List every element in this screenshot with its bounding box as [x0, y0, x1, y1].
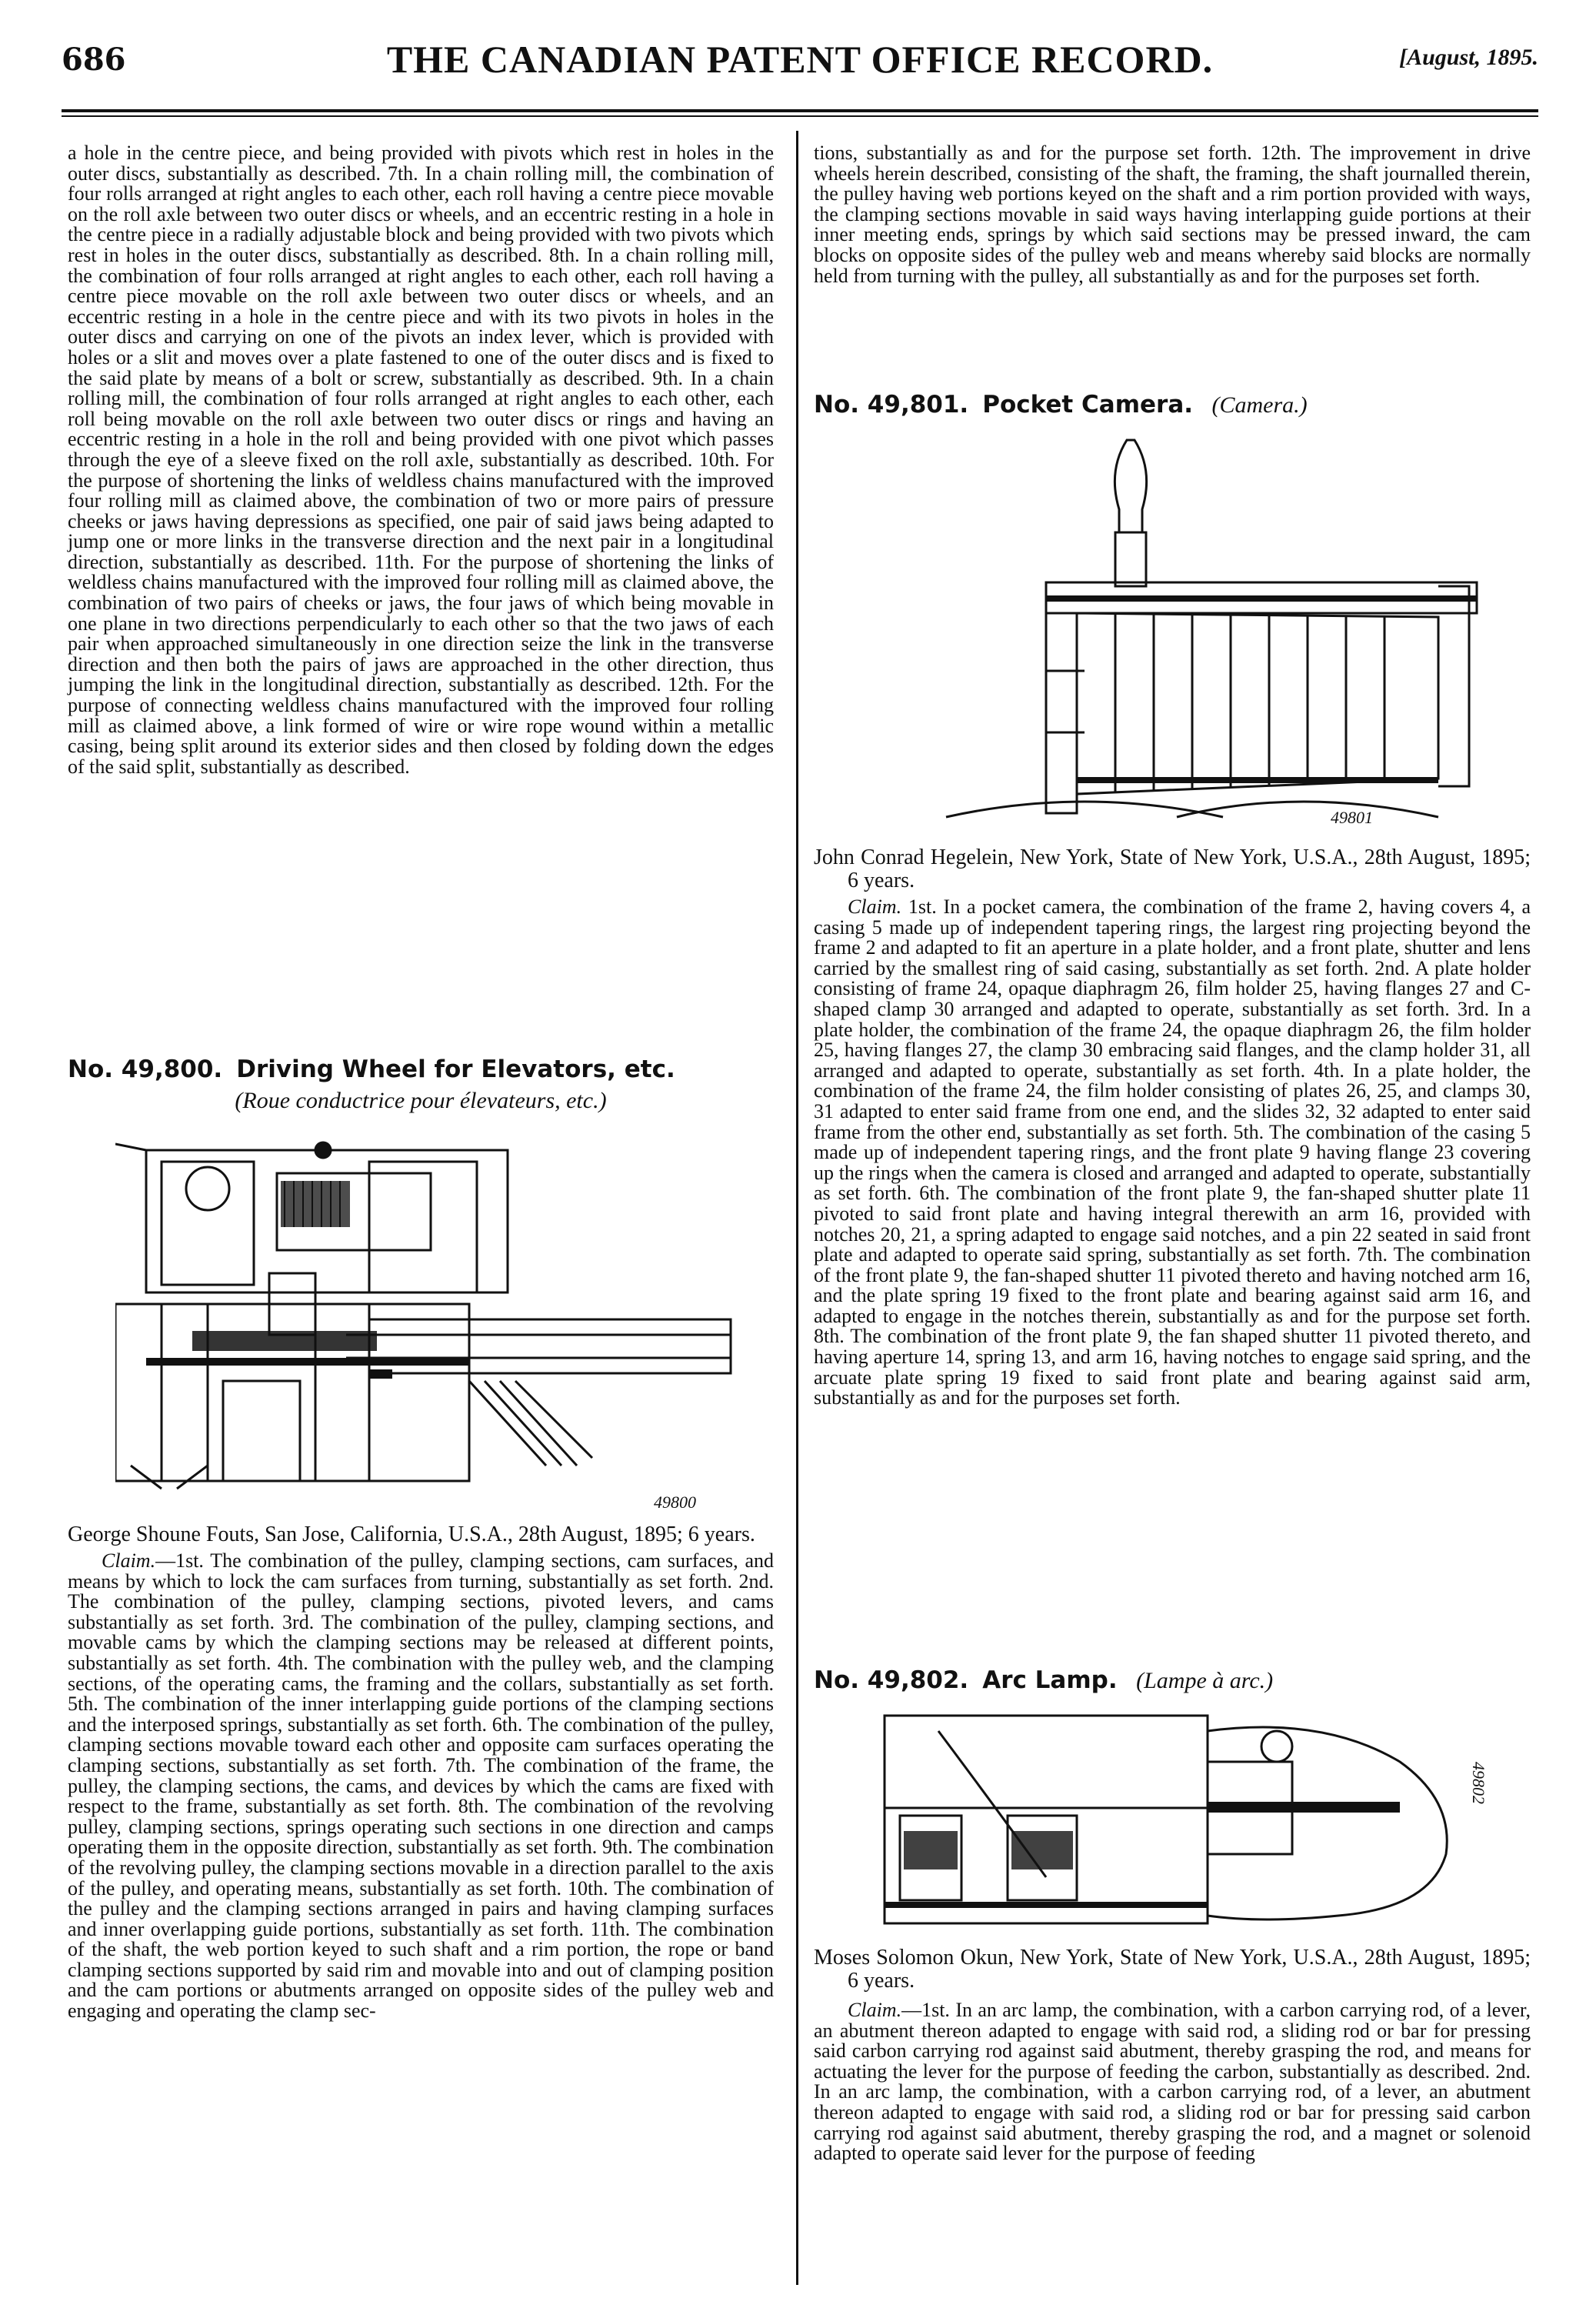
- inventor-line: John Conrad Hegelein, New York, State of New York, U.S.A., 28th August, 1895; 6 years.: [814, 845, 1531, 892]
- arc-lamp-drawing: [861, 1700, 1492, 1939]
- claim-label: Claim.: [848, 896, 902, 918]
- header-rule: [62, 109, 1538, 112]
- figure-arc-lamp: [861, 1700, 1492, 1939]
- claim-text: [68, 1551, 774, 2022]
- patent-49801-body: [814, 846, 1531, 1654]
- claim-body: 1st. In a pocket camera, the combination of the frame 2, having covers 4, a casing 5 made up of independent tapering rings, the largest ring projecting beyond the frame 2 and adapted to fit an aperture in a plate holder, and a front plate, shutter and lens carried by the smallest ring of said casing, substantially as set forth. 2nd. A plate holder consisting of frame 24, opaque diaphragm 26, film holder 25, having flanges 27 and C-shaped clamp 30 arranged and adapted to operate, substantially as set forth. 3rd. In a plate holder, the combination of the frame 24, the opaque diaphragm 26, the film holder 25, having flanges 27, the clamp 30 embracing said flanges, and the clamp holder 31, all arranged and adapted to operate, substantially as set forth. 4th. In a plate holder, the combination of the frame 24, the film holder consisting of plates 26, 25, and clamps 30, 31 adapted to enter said frame from one end, and the slides 32, 32 adapted to enter said frame from the other end, substantially as set forth. 5th. The combination of the casing 5 made up of independent tapering rings, and the front plate 9 having flange 23 covering up the rings when the camera is closed and arranged and adapted to operate, substantially as set forth. 6th. The combination of the front plate 9, the fan-shaped shutter plate 11 pivoted to said front plate and having integral therewith an arm 16, provided with notches 20, 21, a spring adapted to engage said notches, and a pin 22 seated in said front plate and adapted to operate said spring, substantially as set forth. 7th. The combination of the front plate 9, the fan-shaped shutter 11 pivoted thereto and having notched arm 16, and the plate spring 19 fixed to the front plate and bearing against said arm 16, and adapted to engage in the notches therein, substantially as and for the purpose set forth. 8th. The combination of the front plate 9, the fan shaped shutter 11 pivoted thereto, and having aperture 14, spring 13, and arm 16, having notches to engage said spring, and the arcuate plate spring 19 fixed to said front plate and bearing against said arm, substantially as and for the purposes set forth.: [814, 896, 1531, 1409]
- patent-49800-heading: [68, 1056, 774, 1114]
- claim-body: —1st. In an arc lamp, the combination, with a carbon carrying rod, of a lever, an abutment thereon adapted to engage with said rod, a sliding rod or bar for pressing said carbon carrying rod against said abutment, thereby grasping the rod, and means for actuating the lever for the purpose of feeding the carbon, substantially as described. 2nd. In an arc lamp, the combination, with a carbon carrying rod, of a lever, an abutment thereon adapted to engage with said rod, a sliding rod or bar for pressing said carbon carrying rod against said abutment, thereby grasping the rod, and a magnet or solenoid adapted to operate said lever for the purpose of feeding: [814, 1999, 1531, 2165]
- page-number: 686: [62, 42, 126, 78]
- header-rule-thin: [62, 115, 1538, 117]
- claim-body: —1st. The combination of the pulley, clamping sections, cam surfaces, and means by which to lock the cam surfaces from turning, substantially as set forth. 2nd. The combination of the pulley, clamping sections, pivoted levers, and cams substantially as set forth. 3rd. The combination of the pulley, clamping sections, and movable cams by which the clamping sections may be released at different points, substantially as set forth. 4th. The combination with the pulley web, and the clamping sections, of the operating cams, the framing and the collars, substantially as set forth. 5th. The combination of the inner interlapping guide portions of the clamping sections and the interposed springs, substantially as set forth. 6th. The combination of the pulley, clamping sections movable toward each other and opposite cam surfaces operating the clamping sections, substantially as set forth. 7th. The combination of the frame, the pulley, the clamping sections, the cams, and devices by which the cams are fixed with respect to the frame, substantially as set forth. 8th. The combination of the revolving pulley, clamping sections, springs operating such sections in one direction and camps operating them in the opposite direction, substantially as set forth. 9th. The combination of the revolving pulley, the clamping sections movable in a direction parallel to the axis of the pulley, and operating means, substantially as set forth. 10th. The combination of the pulley and the clamping sections arranged in pairs and having clamping surfaces and inner overlapping guide portions, substantially as set forth. 11th. The combination of the shaft, the web portion keyed to such shaft and a rim portion, the rope or band clamping sections supported by said rim and movable into and out of clamping position and the cam portions or abutments arranged on opposite sides of the pulley web and engaging and operating the clamp sec-: [68, 1549, 774, 2023]
- figure-number: 49800: [654, 1493, 696, 1512]
- figure-number: 49801: [1331, 808, 1373, 825]
- patent-number: No. 49,802.: [814, 1666, 969, 1694]
- publication-title: THE CANADIAN PATENT OFFICE RECORD.: [386, 38, 1214, 81]
- patent-49800-body: [68, 1523, 774, 2293]
- patent-french-title: (Lampe à arc.): [1136, 1668, 1274, 1693]
- patent-number: No. 49,801.: [814, 391, 969, 419]
- patent-title: Driving Wheel for Elevators, etc.: [236, 1056, 675, 1083]
- patent-title: Pocket Camera.: [982, 391, 1194, 419]
- claim-label: Claim.: [848, 1999, 902, 2021]
- page-header: [62, 28, 1538, 97]
- patent-number: No. 49,800.: [68, 1056, 223, 1083]
- patent-49801-heading: [814, 391, 1531, 419]
- pocket-camera-drawing: [854, 425, 1484, 825]
- patent-french-title: (Roue conductrice pour élevateurs, etc.): [235, 1088, 607, 1113]
- issue-date: [August, 1895.: [1399, 45, 1538, 70]
- figure-driving-wheel: [115, 1127, 738, 1512]
- claim-label: Claim.: [102, 1549, 156, 1572]
- patent-49802-body: [814, 1946, 1531, 2293]
- inventor-line: George Shoune Fouts, San Jose, California, U.S.A., 28th August, 1895; 6 years.: [68, 1523, 755, 1546]
- patent-french-title: (Camera.): [1211, 392, 1308, 418]
- column-divider: [796, 131, 798, 2285]
- inventor-line: Moses Solomon Okun, New York, State of New York, U.S.A., 28th August, 1895; 6 years.: [814, 1946, 1531, 1993]
- figure-number: 49802: [1469, 1762, 1488, 1804]
- driving-wheel-drawing: [115, 1127, 738, 1512]
- claim-text: [814, 897, 1531, 1409]
- figure-pocket-camera: [854, 425, 1484, 825]
- patent-title: Arc Lamp.: [982, 1666, 1118, 1694]
- left-continuation-text: a hole in the centre piece, and being provided with pivots which rest in holes in the outer discs, substantially as described. 7th. In a chain rolling mill, the combination of four rolls arranged at right angles to each other, each roll having a centre piece movable on the roll axle between two outer discs or wheels, and an eccentric resting in a hole in the centre piece in a radially adjustable block and being provided with two pivots which rest in holes in the outer discs, substantially as described. 8th. In a chain rolling mill, the combination of four rolls arranged at right angles to each other, each roll having a centre piece movable on the roll axle between two outer discs or wheels, and an eccentric resting in a hole in the centre piece and with its two pivots in holes in the outer discs and carrying on one of the pivots an index lever, which is provided with holes or a slit and moves over a plate fastened to one of the outer discs and is fixed to the said plate by means of a bolt or screw, substantially as described. 9th. In a chain rolling mill, the combination of four rolls arranged at right angles to each other, each roll being movable on the roll axle between two outer discs or rings and having an eccentric resting in a hole in the roll and being provided with one pivot which passes through the eye of a sleeve fixed on the roll axle, substantially as described. 10th. For the purpose of shortening the links of weldless chains manufactured with the improved four rolling mill as claimed above, the combination of two or more pairs of pressure cheeks or jaws having depressions as specified, one pair of said jaws being adapted to jump one or more links in the transverse direction and the next pair in a longitudinal direction, substantially as described. 11th. For the purpose of shortening the links of weldless chains manufactured with the improved four rolling mill as claimed above, the combination of two pairs of cheeks or jaws, the four jaws of which being movable in one plane in two directions perpendicularly to each other so that the two jaws of each pair when approached simultaneously in one direction seize the link in the transverse direction and then both the pairs of jaws are approached in the other direction, thus jumping the link in the longitudinal direction, substantially as described. 12th. For the purpose of connecting weldless chains manufactured with the improved four rolling mill as claimed above, a link formed of wire or wire rope wound within a metallic casing, being split around its exterior sides and then closed by folding down the edges of the said split, substantially as described.: [68, 142, 774, 778]
- claim-text: [814, 2000, 1531, 2164]
- right-continuation-text: tions, substantially as and for the purpose set forth. 12th. The improvement in drive wheels herein described, consisting of the shaft, the framing, the shaft journalled therein, the pulley having web portions keyed on the shaft and a rim portion provided with ways, the clamping sections movable in said ways having interlapping guide portions at their inner meeting ends, springs by which said sections may be pressed inward, the cam blocks on opposite sides of the pulley web and means whereby said blocks are normally held from turning with the pulley, all substantially as and for the purposes set forth.: [814, 142, 1531, 287]
- patent-49802-heading: [814, 1666, 1531, 1694]
